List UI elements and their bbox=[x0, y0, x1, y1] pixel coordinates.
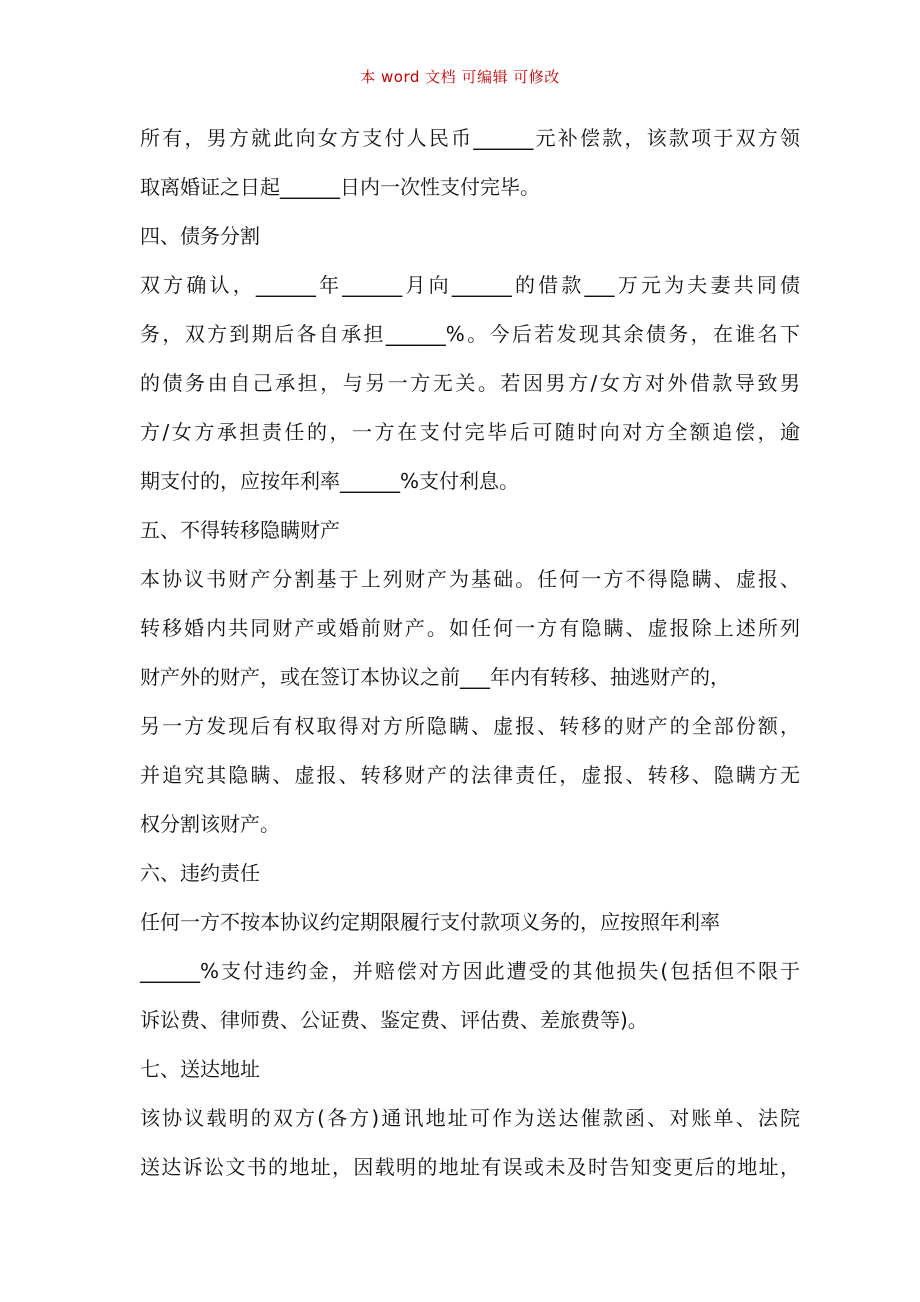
body-line: 并追究其隐瞒、虚报、转移财产的法律责任，虚报、转移、隐瞒方无 bbox=[140, 763, 800, 787]
section-heading: 四、债务分割 bbox=[140, 224, 260, 248]
body-line: 转移婚内共同财产或婚前财产。如任何一方有隐瞒、虚报除上述所列 bbox=[140, 616, 800, 640]
body-line: 方/女方承担责任的，一方在支付完毕后可随时向对方全额追偿，逾 bbox=[140, 420, 800, 444]
body-line: 本协议书财产分割基于上列财产为基础。任何一方不得隐瞒、虚报、 bbox=[140, 567, 800, 591]
body-line: 的债务由自己承担，与另一方无关。若因男方/女方对外借款导致男 bbox=[140, 371, 800, 395]
body-line: 务，双方到期后各自承担______%。今后若发现其余债务，在谁名下 bbox=[140, 322, 800, 346]
body-line: 另一方发现后有权取得对方所隐瞒、虚报、转移的财产的全部份额， bbox=[140, 714, 800, 738]
document-body bbox=[140, 120, 800, 1198]
body-line: 任何一方不按本协议约定期限履行支付款项义务的，应按照年利率 bbox=[140, 910, 720, 934]
body-line: 诉讼费、律师费、公证费、鉴定费、评估费、差旅费等)。 bbox=[140, 1008, 648, 1032]
section-heading: 七、送达地址 bbox=[140, 1057, 260, 1081]
body-line: ______%支付违约金，并赔偿对方因此遭受的其他损失(包括但不限于 bbox=[140, 959, 800, 983]
body-line: 期支付的，应按年利率______%支付利息。 bbox=[140, 469, 520, 493]
body-line: 取离婚证之日起______日内一次性支付完毕。 bbox=[140, 175, 540, 199]
body-line: 该协议载明的双方(各方)通讯地址可作为送达催款函、对账单、法院 bbox=[140, 1106, 800, 1130]
section-heading: 五、不得转移隐瞒财产 bbox=[140, 518, 340, 542]
page-header: 本 word 文档 可编辑 可修改 bbox=[360, 68, 560, 86]
body-line: 权分割该财产。 bbox=[140, 812, 280, 836]
body-line: 所有，男方就此向女方支付人民币______元补偿款，该款项于双方领 bbox=[140, 126, 800, 150]
body-line: 财产外的财产，或在签订本协议之前___年内有转移、抽逃财产的， bbox=[140, 665, 730, 689]
body-line: 送达诉讼文书的地址，因载明的地址有误或未及时告知变更后的地址， bbox=[140, 1155, 800, 1179]
body-line: 双方确认，______年______月向______的借款___万元为夫妻共同债 bbox=[140, 273, 800, 297]
section-heading: 六、违约责任 bbox=[140, 861, 260, 885]
